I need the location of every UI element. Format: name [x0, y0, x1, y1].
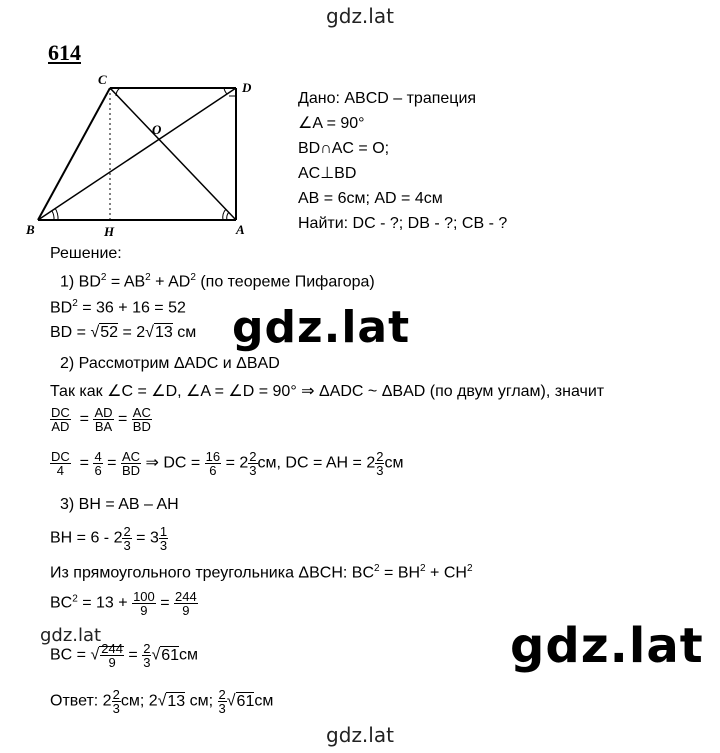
label-d: D	[242, 80, 252, 95]
side-bc	[38, 88, 110, 220]
label-b: B	[26, 222, 35, 237]
step2-heading: 2) Рассмотрим ΔADC и ΔBAD	[60, 355, 280, 372]
step1-calc: $BD^2 = 36 + 16 = 52$	[50, 298, 186, 317]
angle-b-arc	[52, 211, 54, 220]
step1-line: 1) $BD^2 = AB^2 + AD^2$ (по теореме Пифагора)	[60, 272, 375, 291]
label-o: O	[152, 122, 162, 137]
step3-bc-squared: $BC^2 = 13$ + $\frac{100}{9}$ = $\frac{244}{9}$	[50, 589, 197, 618]
watermark-small: gdz.lat	[40, 625, 102, 646]
watermark-top: gdz.lat	[326, 4, 394, 28]
watermark-bottom: gdz.lat	[326, 723, 394, 747]
proportion-line-1: $\frac{DC}{AD}$ = $\frac{AD}{BA}$ = $\frac{AC}{BD}$	[51, 405, 151, 434]
step1-result: BD = √52 = 2√13 см	[50, 324, 197, 341]
given-block	[298, 86, 507, 236]
answer-line: Ответ: 2 $\frac{2}{3}$ см; 2√13 см; $\frac{2}{3}$ √61см	[50, 687, 274, 716]
given-line: ∠A = 90°	[298, 115, 365, 132]
angle-a-arc	[227, 212, 229, 220]
step3-calc: BH = 6 - 2 $\frac{2}{3}$ = 3 $\frac{1}{3}$	[50, 524, 168, 553]
given-line: Найти: DC - ?; DB - ?; CB - ?	[298, 215, 508, 232]
problem-number: 614	[48, 40, 81, 65]
proportion-line-2: $\frac{DC}{4}$ = $\frac{4}{6}$ = $\frac{AC}{BD}$ ⇒ DC = $\frac{16}{6}$ = 2 $\frac{2}{3}$ см, DC = AH = 2 $\frac{2}{3}$ см	[51, 449, 404, 478]
label-h: H	[104, 224, 115, 239]
step2-reasoning: Так как ∠C = ∠D, ∠A = ∠D = 90° ⇒ ΔADC ~ ΔBAD (по двум углам), значит	[50, 383, 605, 400]
solution-heading: Решение:	[50, 245, 122, 262]
watermark-middle: gdz.lat	[232, 302, 411, 353]
given-line: BD∩AC = O;	[298, 140, 390, 157]
given-line: AB = 6см; AD = 4см	[298, 190, 443, 207]
step3-bc-result: BC = √ $\frac{244}{9}$ = $\frac{2}{3}$ √61см	[50, 641, 199, 670]
trapezoid-figure	[24, 72, 274, 242]
watermark-right: gdz.lat	[510, 618, 704, 674]
label-c: C	[98, 72, 107, 87]
given-line: AC⊥BD	[298, 165, 357, 182]
given-line: Дано: ABCD – трапеция	[298, 90, 477, 107]
diagonal-bd	[38, 88, 236, 220]
step3-heading: 3) BH = AB – AH	[60, 496, 179, 513]
diagonal-ca	[110, 88, 236, 220]
step3-pythagoras: Из прямоугольного треугольника ΔBCH: $BC^2 = BH^2 + CH^2$	[50, 563, 473, 582]
label-a: A	[236, 222, 245, 237]
